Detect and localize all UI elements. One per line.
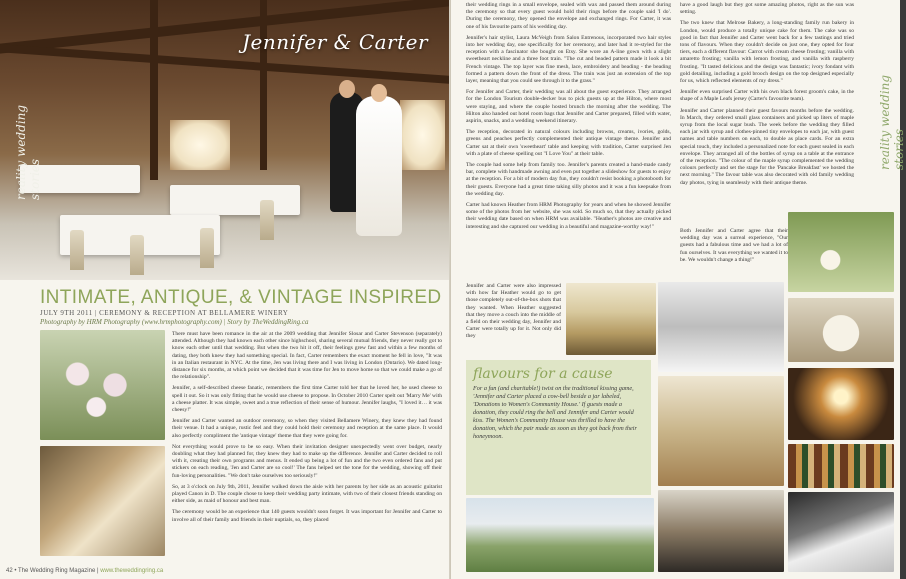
callout-body: For a fun (and charitable!) twist on the traditional kissing game, 'Jennifer and Carter placed a cow-bell beside a jar labeled, 'Donations to Women's Community House.' If guests made a donation, they could ring the bell and Jennifer and Carter would kiss. The Women's Community House was thrilled to have the donation, which the pair made as soon as they got back from their honeymoon. — [473, 385, 637, 440]
cake-photo — [788, 298, 894, 362]
frames-photo — [40, 446, 165, 556]
reception-table — [170, 185, 300, 215]
folio: 42 • The Wedding Ring Magazine | www.theweddingring.ca — [6, 568, 164, 574]
tables-photo — [566, 283, 656, 355]
left-body-text — [172, 331, 442, 563]
paragraph: The ceremony would be an experience that 140 guests wouldn't soon forget. It was important for Jennifer and Carter to involve all of their family and friends in their nuptials, so, they placed — [172, 509, 442, 523]
paragraph: The reception, decorated in natural colours including browns, creams, ivories, golds, greens and peaches perfectly complemented their antique vintage theme. Jennifer and Carter sat at their own 'sweetheart' table and keeping with tradition, Carter surprised Jen with a plate of cheese spelling out "I Love You" at their table. — [466, 129, 671, 157]
hero-title: Jennifer & Carter — [242, 30, 429, 54]
callout-box — [466, 360, 651, 495]
side-tag-right: reality wedding stories — [878, 74, 906, 170]
paragraph: Jennifer even surprised Carter with his own black forest groom's cake, in the shape of a Maple Leafs jersey (Carter's favourite team). — [680, 89, 854, 103]
paragraph: There must have been romance in the air at the 2009 wedding that Jennifer Slosar and Carter Stevenson (separately) attended. Although they had known each other since highschool, sharing several mutual friends, they never really got to know each other until that wedding. But when the two hit it off, their feelings grew fast and within a few months of dating, they both knew they had something special. In fact, Carter remembers the exact moment he fell in love, "It was in an Italian restaurant in NYC. At the time, Jen was living there and I was living in London (Ontario). We dated long-distance for six months, at which point we decided that it was time for Jen to move home so that we could make a go of the relationship". — [172, 331, 442, 381]
barn-window — [400, 100, 445, 170]
page-number: 42 — [6, 568, 13, 574]
magazine-name: The Wedding Ring Magazine — [18, 568, 96, 574]
paragraph: Both Jennifer and Carter agree that their wedding day was a surreal experience, "Our guests had a fabulous time and we had a lot of fun ourselves. It was everything we wanted it to be. We wouldn't change a thing!" — [680, 228, 788, 263]
paragraph: Carter had known Heather from HRM Photography for years and when he showed Jennifer some of the photos from her website, she was sold. So much so, that they actually picked their wedding date based on when HRM was available. "Heather's photos are creative and interesting and she captured our wedding in a beautiful and magazine-worthy way!" — [466, 202, 671, 230]
paragraph: their wedding rings in a small envelope, sealed with wax and passed them around during the ceremony so that every guest would hold their rings before the couple said 'I do'. During the ceremony, they opened the envelope and exchanged rings. For Carter, it was one of his favourite parts of his wedding day. — [466, 2, 671, 30]
paragraph: Jennifer and Carter planned their guest favours months before the wedding. In March, they ordered small glass containers and picked up liters of maple syrup from the local sugar bush. The week before the wedding they filled each jar with syrup and clothes-pinned tiny envelopes to each jar, with guest names and table numbers on each, to double as place cards. For an extra special touch, they included a personalized note for each guest sealed in each envelope. They arranged all of the bottles of syrup on a table at the entrance of the reception. "The colour of the maple syrup complemented the wedding colours perfectly and set the stage for the 'Pancake Breakfast' we hosted the next morning." The favour table was also decorated with old family wedding day photos, tying in seamlessly with their antique theme. — [680, 107, 854, 186]
chiavari-chair — [70, 230, 84, 270]
barn-post — [150, 0, 158, 180]
paragraph: The two knew that Melrose Bakery, a long-standing family run bakery in London, would produce a totally unique cake for them. The cake was so good in fact that Jennifer and Carter went back for a few tastings and tried tons of flavours. When they couldn't decide on just one, they opted for four tiers, each a different flavour: Carrot with cream cheese frosting; vanilla with amaretto frosting; vanilla with lemon frosting, and vanilla with raspberry frosting. "It tasted delicious and the design was fantastic; ivory fondant with gold detailing, including a gold brooch design on the top designed especially for us, which reflected elements of my dress." — [680, 20, 854, 85]
article-credit: Photography by HRM Photography (www.hrmphotography.com) | Story by TheWeddingRing.ca — [40, 318, 309, 326]
bride-head — [371, 84, 387, 102]
maple-syrup-photo — [788, 444, 894, 488]
car-photo — [788, 492, 894, 572]
hero-photo — [0, 0, 449, 280]
article-headline: INTIMATE, ANTIQUE, & VINTAGE INSPIRED — [40, 287, 442, 308]
paragraph: The couple had some help from family too. Jennifer's parents created a hand-made candy bar, complete with handmade awning and even put together a slideshow for guests to enjoy at the reception. For a bit of modern day fun, they couldn't resist booking a photobooth for their guests. Everyone had a great time taking silly photos and it was a fun keepsake from the wedding day. — [466, 162, 671, 197]
paragraph: Not everything would prove to be so easy. When their invitation designer unexpectedly went over budget, nearly doubling what they had planned for, they knew they had to make up the difference. Jennifer and Carter decided to roll with it, creating their own programs and menus. It ended up being a lot of fun and the two even ordered fans and put stickers on each reading, 'Jen and Carter are so cool!' The fans helped set the tone for the wedding, showing off their fun-loving personalities. "We don't take ourselves too seriously!" — [172, 443, 442, 479]
reception-photo — [658, 376, 784, 486]
chiavari-chair — [130, 235, 144, 275]
groom-head — [339, 80, 355, 98]
left-page — [0, 0, 449, 579]
right-body-text-col1b — [466, 283, 561, 355]
paragraph: Jennifer's hair stylist, Laura McVeigh from Salon Entrenous, incorporated two hair styles into her wedding day, one specifically for her ceremony, and later had it re-styled for the reception with a fascinator she bought on Etsy. She wore an A-line gown with a slight sweetheart neckline and a three foot train. "The cut and beaded pattern made it look a bit French vintage. The top layer was fine mesh, lace, embroidery and beading - the beading formed a pattern down the front of the dress. The train was just an extension of the top layer, meaning that you could see through it to the grass." — [466, 34, 671, 85]
right-body-text-col2b — [680, 228, 788, 278]
right-body-text-col2 — [680, 2, 854, 224]
paragraph: Jennifer and Carter were also impressed with how far Heather would go to get those completely out-of-the-box shots that they wanted. When Heather suggested that they move a couch into the middle of a field on their wedding day, Jennifer and Carter were totally up for it. Not only did they — [466, 283, 561, 340]
vases-photo — [788, 212, 894, 292]
barn-post — [260, 0, 267, 170]
right-body-text-col1 — [466, 2, 671, 279]
callout-title: flavours for a cause — [473, 366, 613, 382]
ceremony-photo — [466, 498, 654, 572]
paragraph: So, at 3 o'clock on July 9th, 2011, Jennifer walked down the aisle with her parents by her side as an acoustic guitarist played Canon in D. The couple chose to keep their wedding party intimate, with two of their closest friends standing on either side, as maid of honour and best man. — [172, 483, 442, 505]
paragraph: have a good laugh but they got some amazing photos, right as the sun was setting. — [680, 2, 854, 16]
magazine-url: www.theweddingring.ca — [100, 568, 164, 574]
chiavari-chair — [260, 200, 274, 240]
barn-window — [170, 120, 230, 170]
side-tag: reality wedding stories — [14, 104, 42, 200]
paragraph: For Jennifer and Carter, their wedding was all about the guest experience. They arranged for the London Tourism double-decker bus to pick guests up at the Hilton, where most were staying, and where the couple hosted brunch the morning after the wedding. The Hilton also handed out hotel room bags that Jennifer and Carter prepared, filled with water, aspirin, snacks, and a wedding weekend itinerary. — [466, 89, 671, 125]
candles-photo — [788, 368, 894, 440]
couple-photo — [658, 490, 784, 572]
centerpiece-photo — [40, 330, 165, 440]
paragraph: Jennifer and Carter wanted an outdoor ceremony, so when they visited Bellamere Winery, they knew they had found their venue. It had a unique, rustic feel and they could hold their ceremony and reception at the same place. It would also perfectly compliment the 'antique vintage' theme that they were going for. — [172, 418, 442, 439]
dress-photo — [658, 282, 784, 372]
paragraph: Jennifer, a self-described cheese fanatic, remembers the first time Carter told her that he loved her, he used cheese to spell it out. So it was only fitting that he would use cheese to propose. In October 2010 Carter spelt out 'Marry Me' with a cheese platter. It was simple, sweet and a true reflection of their sense of humour. Jennifer laughs, "I loved it… it was cheesy!" — [172, 385, 442, 414]
chiavari-chair — [200, 228, 214, 268]
article-subline: JULY 9TH 2011 | CEREMONY & RECEPTION AT BELLAMERE WINERY — [40, 309, 289, 317]
bride-figure — [356, 96, 402, 236]
